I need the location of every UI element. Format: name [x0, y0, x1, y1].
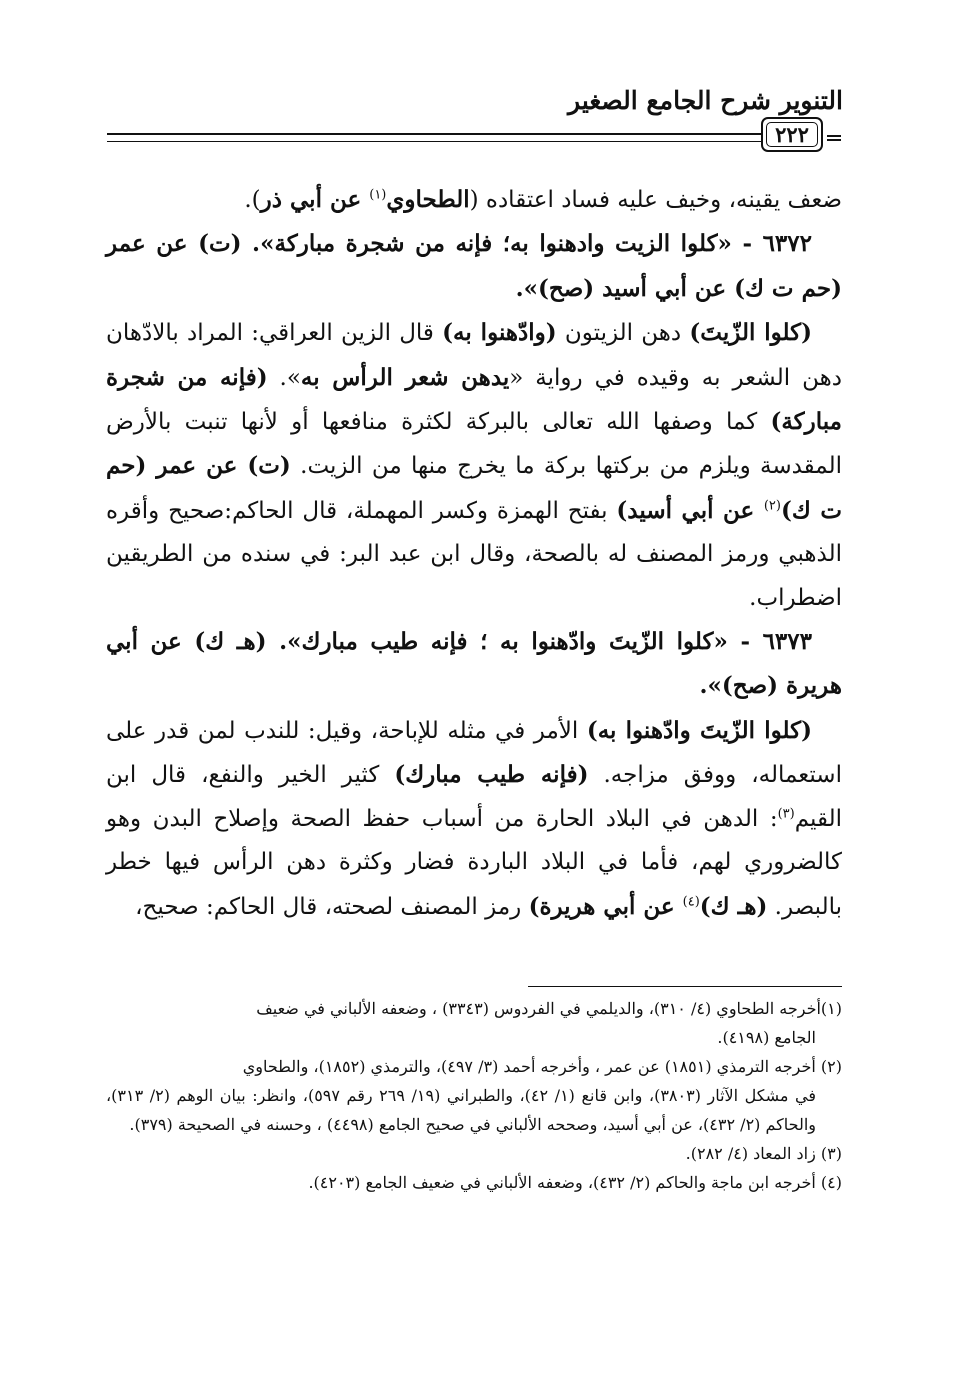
footnote-2-cont: في مشكل الآثار (٣٨٠٣)، وابن قانع (١/ ٤٢)، والطبراني (١٩/ ٢٦٩ رقم ٥٩٧)، وانظر: بيان الوهم (٢/ ٣١٣)، والحاكم (٢/ ٤٣٢)، عن أبي أسيد، وصححه الألباني في صحيح الجامع (٤٤٩٨) ، وحسنه في الصحيحة (٣٧٩). [106, 1086, 817, 1134]
hadith-6372: ٦٣٧٢ - «كلوا الزيت وادهنوا به؛ فإنه من شجرة مباركة». (ت) عن عمر (حم ت ك) عن أبي أسيد (صح)». [106, 230, 842, 302]
hadith-6373: ٦٣٧٣ - «كلوا الزّيتَ وادّهنوا به ؛ فإنه طيب مبارك». (هـ ك) عن أبي هريرة (صح)». [106, 628, 842, 700]
book-title: التنوير شرح الجامع الصغير [568, 86, 843, 115]
footnote-1: (١)أخرجه الطحاوي (٤/ ٣١٠)، والديلمي في الفردوس (٣٣٤٣) ، وضعفه الألباني في ضعيف [256, 999, 842, 1018]
footnote-ref-3: (٣) [777, 806, 795, 822]
footnote-separator [528, 986, 842, 987]
footnote-2: (٢) أخرجه الترمذي (١٨٥١) عن عمر ، وأخرجه أحمد (٣/ ٤٩٧)، والترمذي (١٨٥٢)، والطحاوي [242, 1057, 842, 1076]
footnotes [106, 994, 842, 1197]
footnote-4: (٤) أخرجه ابن ماجة والحاكم (٢/ ٤٣٢)، وضعفه الألباني في ضعيف الجامع (٤٢٠٣). [308, 1173, 842, 1192]
footnote-ref-1: (١) [369, 187, 387, 203]
header-rule-top [107, 133, 761, 135]
footnote-1-cont: الجامع (٤١٩٨). [717, 1028, 816, 1047]
header-rule-dash [827, 135, 841, 141]
commentary-6373: (كلوا الزّيتَ وادّهنوا به) الأمر في مثله للإباحة، وقيل: للندب لمن قدر على استعماله، ووفق مزاجه. (فإنه طيب مبارك) كثير الخير والنفع، قال ابن القيم$^{(٣)}$: الدهن في البلاد الحارة من أسباب حفظ الصحة وإصلاح البدن وهو كالضروري لهم، فأما في البلاد الباردة فضار وكثرة دهن الرأس فيها خطر بالبصر. (هـ ك)$^{(٤)}$ عن أبي هريرة) رمز المصنف لصحته، قال الحاكم: صحيح، [106, 716, 842, 920]
page-number: ٢٢٢ [775, 122, 809, 147]
footnote-ref-4: (٤) [682, 893, 700, 909]
main-text [106, 178, 842, 929]
commentary-6372: (كلوا الزّيتَ) دهن الزيتون (وادّهنوا به) قال الزين العراقي: المراد بالادّهان دهن الشعر به وقيده في رواية «يدهن شعر الرأس به». (فإنه من شجرة مباركة) كما وصفها الله تعالى بالبركة لكثرة منافعها أو لأنها تنبت بالأرض المقدسة ويلزم من بركتها بركة ما يخرج منها من الزيت. (ت) عن عمر (حم ت ك)$^{(٢)}$ عن أبي أسيد) بفتح الهمزة وكسر المهملة، قال الحاكم:صحيح وأقره الذهبي ورمز المصنف له بالصحة، وقال ابن عبد البر: في سنده من الطريقين اضطراب. [106, 319, 843, 611]
footnote-ref-2: (٢) [763, 498, 781, 514]
footnote-3: (٣) زاد المعاد (٤/ ٢٨٢). [685, 1144, 842, 1163]
paragraph-intro: ضعف يقينه، وخيف عليه فساد اعتقاده (الطحاوي$^{(١)}$ عن أبي ذر). [244, 186, 842, 213]
header-rule-bottom [107, 141, 761, 142]
